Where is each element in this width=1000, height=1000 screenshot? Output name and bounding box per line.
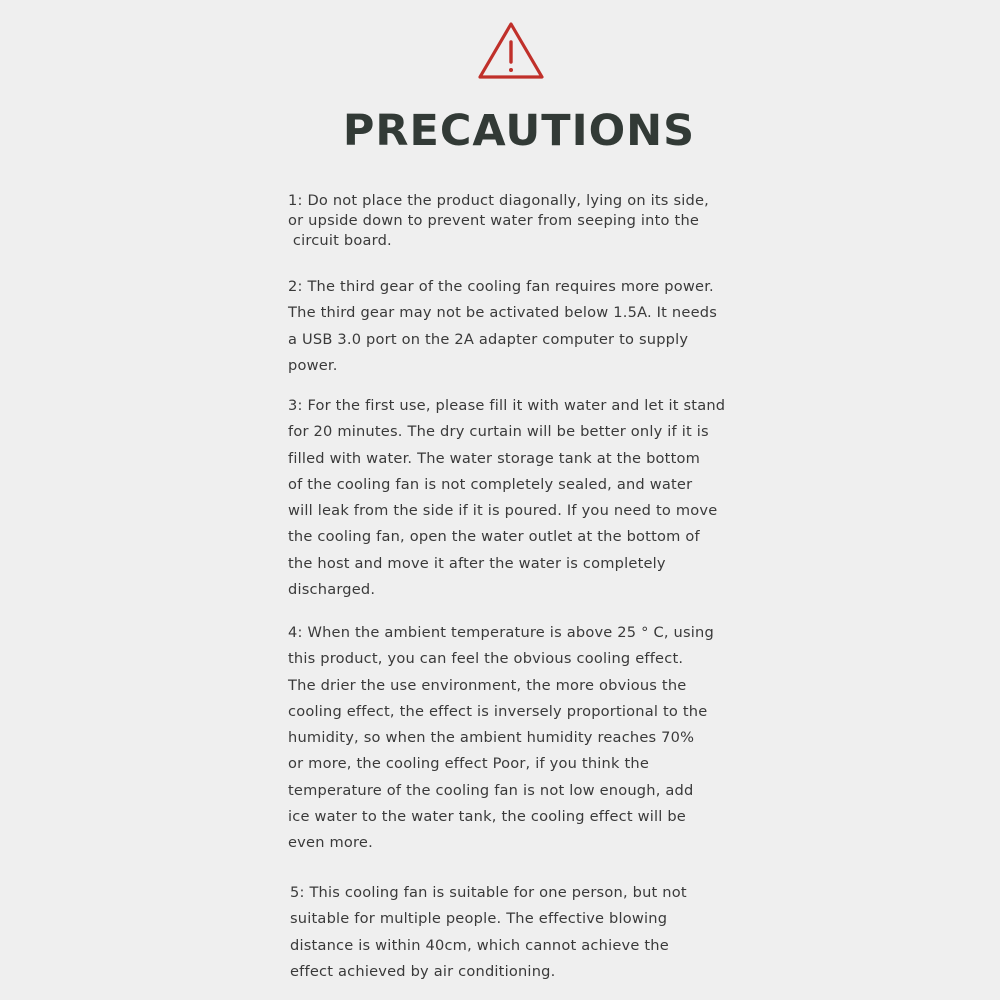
warning-triangle-icon (476, 20, 546, 82)
text-line: temperature of the cooling fan is not low enough, add (288, 781, 694, 799)
text-line: humidity, so when the ambient humidity reaches 70% (288, 729, 695, 747)
text-line: circuit board. (288, 232, 392, 249)
text-line: suitable for multiple people. The effective blowing (290, 910, 668, 928)
text-line: cooling effect, the effect is inversely proportional to the (288, 702, 708, 720)
precaution-item-4 (288, 620, 714, 857)
text-line: even more. (288, 834, 373, 852)
text-line: 1: Do not place the product diagonally, lying on its side, (288, 192, 709, 209)
precaution-item-3 (288, 393, 725, 603)
text-line: 5: This cooling fan is suitable for one person, but not (290, 884, 687, 901)
text-line: of the cooling fan is not completely sealed, and water (288, 475, 693, 493)
text-line: The third gear may not be activated below 1.5A. It needs (288, 304, 718, 322)
text-line: for 20 minutes. The dry curtain will be better only if it is (288, 423, 709, 441)
text-line: or more, the cooling effect Poor, if you think the (288, 755, 650, 773)
text-line: the host and move it after the water is completely (288, 554, 666, 572)
text-line: the cooling fan, open the water outlet at the bottom of (288, 528, 700, 546)
precaution-item-5 (290, 880, 687, 985)
text-line: a USB 3.0 port on the 2A adapter computer to supply (288, 330, 689, 348)
text-line: will leak from the side if it is poured. If you need to move (288, 502, 718, 520)
text-line: 4: When the ambient temperature is above 25 ° C, using (288, 624, 714, 641)
precaution-item-1 (288, 191, 709, 251)
precaution-item-2 (288, 274, 717, 379)
text-line: power. (288, 356, 338, 374)
text-line: 3: For the first use, please fill it with water and let it stand (288, 397, 726, 414)
text-line: The drier the use environment, the more obvious the (288, 676, 687, 694)
text-line: or upside down to prevent water from seeping into the (288, 212, 700, 229)
text-line: distance is within 40cm, which cannot achieve the (290, 936, 669, 954)
text-line: effect achieved by air conditioning. (290, 962, 556, 980)
text-line: this product, you can feel the obvious cooling effect. (288, 650, 684, 668)
text-line: filled with water. The water storage tank at the bottom (288, 449, 701, 467)
page-title: PRECAUTIONS (342, 106, 696, 156)
text-line: discharged. (288, 581, 376, 599)
text-line: ice water to the water tank, the cooling effect will be (288, 808, 686, 826)
text-line: 2: The third gear of the cooling fan requires more power. (288, 278, 714, 295)
